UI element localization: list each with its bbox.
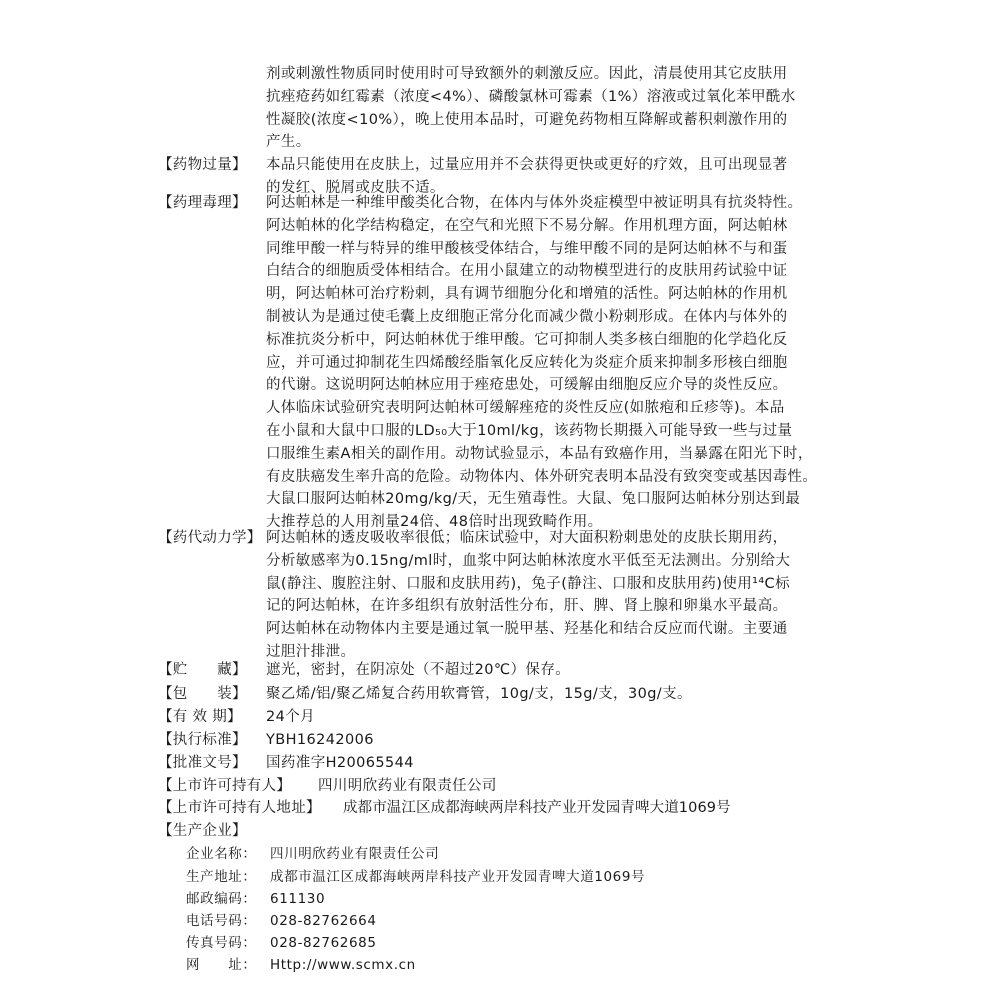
text-line: 分析敏感率为0.15ng/ml时，血浆中阿达帕林浓度水平低至无法测出。分别给大 [266,552,791,569]
mah-heading: 【上市许可持有人】 [158,778,292,794]
text-line: 阿达帕林的化学结构稳定，在空气和光照下不易分解。作用机理方面，阿达帕林 [266,217,788,234]
field-key: 生产地址： [186,869,257,885]
text-line: 性凝胶(浓度<10%），晚上使用本品时，可避免药物相互降解或蓄积刺激作用的 [266,111,788,128]
interactions-continuation [266,63,796,154]
fax-row [186,932,377,955]
text-line: 在小鼠和大鼠中口服的LD₅₀大于10ml/kg，该药物长期摄入可能导致一些与过量 [266,422,793,439]
text-line: 阿达帕林的透皮吸收率很低；临床试验中，对大面积粉刺患处的皮肤长期用药， [266,530,788,546]
mah-address-text: 成都市温江区成都海峡两岸科技产业开发园青啤大道1069号 [343,800,731,816]
field-value: 四川明欣药业有限责任公司 [270,846,440,862]
text-line: 应，并可通过抑制花生四烯酸经脂氧化反应转化为炎症介质来抑制多形核白细胞 [266,354,788,371]
field-key: 电话号码： [186,913,257,929]
text-line: 大推荐总的人用剂量24倍、48倍时出现致畸作用。 [266,514,603,531]
standard-heading: 【执行标准】 [158,732,247,748]
text-line: 过胆汁排泄。 [266,643,356,660]
postal-code-row [186,888,325,911]
mah-text: 四川明欣药业有限责任公司 [318,778,497,794]
manufacturer-name-row [186,843,439,866]
field-key: 企业名称： [186,846,257,862]
field-value: 028-82762685 [270,935,377,951]
text-line: 有皮肤癌发生率升高的危险。动物体内、体外研究表明本品没有致突变或基因毒性。 [266,468,818,485]
storage-heading: 【贮 藏】 [158,662,247,678]
text-line: 的发红、脱屑或皮肤不适。 [266,179,445,196]
text-line: 大鼠口服阿达帕林20mg/kg/天，无生殖毒性。大鼠、兔口服阿达帕林分别达到最 [266,491,801,508]
text-line: 本品只能使用在皮肤上，过量应用并不会获得更快或更好的疗效，且可出现显著 [266,157,788,173]
field-key: 传真号码： [186,935,257,951]
text-line: 鼠(静注、腹腔注射、口服和皮肤用药)，兔子(静注、口服和皮肤用药)使用¹⁴C标 [266,575,790,592]
text-line: 记的阿达帕林，在许多组织有放射活性分布，肝、脾、肾上腺和卵巢水平最高。 [266,598,788,615]
pharmacology-text [266,192,817,534]
field-value: 成都市温江区成都海峡两岸科技产业开发园青啤大道1069号 [270,869,646,885]
overdose-heading: 【药物过量】 [158,157,247,173]
website-link[interactable]: Http://www.scmx.cn [270,957,416,973]
validity-text: 24个月 [266,709,316,725]
text-line: 阿达帕林是一种维甲酸类化合物，在体内与体外炎症模型中被证明具有抗炎特性。 [266,195,803,211]
text-line: 制被认为是通过使毛囊上皮细胞正常分化而减少微小粉刺形成。在体内与体外的 [266,308,788,325]
text-line: 阿达帕林在动物体内主要是通过氧一脱甲基、羟基化和结合反应而代谢。主要通 [266,621,788,638]
approval-text: 国药准字H20065544 [266,755,414,771]
text-line: 的代谢。这说明阿达帕林应用于痤疮患处，可缓解由细胞反应介导的炎性反应。 [266,377,788,394]
text-line: 口服维生素A相关的副作用。动物试验显示，本品有致癌作用，当暴露在阳光下时， [266,445,813,462]
text-line: 人体临床试验研究表明阿达帕林可缓解痤疮的炎性反应(如脓疱和丘疹等)。本品 [266,400,785,417]
text-line: 抗痤疮药如红霉素（浓度<4%）、磷酸氯林可霉素（1%）溶液或过氧化苯甲酰水 [266,88,796,105]
text-line: 白结合的细胞质受体相结合。在用小鼠建立的动物模型进行的皮肤用药试验中证 [266,263,788,280]
manufacturer-heading: 【生产企业】 [158,823,247,839]
field-value: 028-82762664 [270,913,377,929]
pharmacology-heading: 【药理毒理】 [158,195,247,211]
approval-heading: 【批准文号】 [158,755,247,771]
mah-address-heading: 【上市许可持有人地址】 [158,800,321,816]
field-key: 网 址： [186,957,257,973]
package-heading: 【包 装】 [158,686,247,702]
pharmacokinetics-heading: 【药代动力学】 [158,530,262,546]
text-line: 明，阿达帕林可治疗粉刺，具有调节细胞分化和增殖的活性。阿达帕林的作用机 [266,286,788,303]
storage-text: 遮光，密封，在阴凉处（不超过20℃）保存。 [266,662,571,678]
standard-text: YBH16242006 [266,732,374,748]
text-line: 产生。 [266,134,311,151]
phone-row [186,910,377,933]
validity-heading: 【有 效 期】 [158,709,242,725]
text-line: 剂或刺激性物质同时使用时可导致额外的刺激反应。因此，清晨使用其它皮肤用 [266,66,788,82]
website-row [186,954,416,977]
text-line: 标准抗炎分析中，阿达帕林优于维甲酸。它可抑制人类多核白细胞的化学趋化反 [266,331,788,348]
package-text: 聚乙烯/铝/聚乙烯复合药用软膏管，10g/支，15g/支，30g/支。 [266,686,692,702]
pharmacokinetics-text [266,527,790,664]
text-line: 同维甲酸一样与特异的维甲酸核受体结合，与维甲酸不同的是阿达帕林不与和蛋 [266,240,788,257]
field-key: 邮政编码： [186,891,257,907]
manufacturer-address-row [186,866,645,889]
field-value: 611130 [270,891,326,907]
